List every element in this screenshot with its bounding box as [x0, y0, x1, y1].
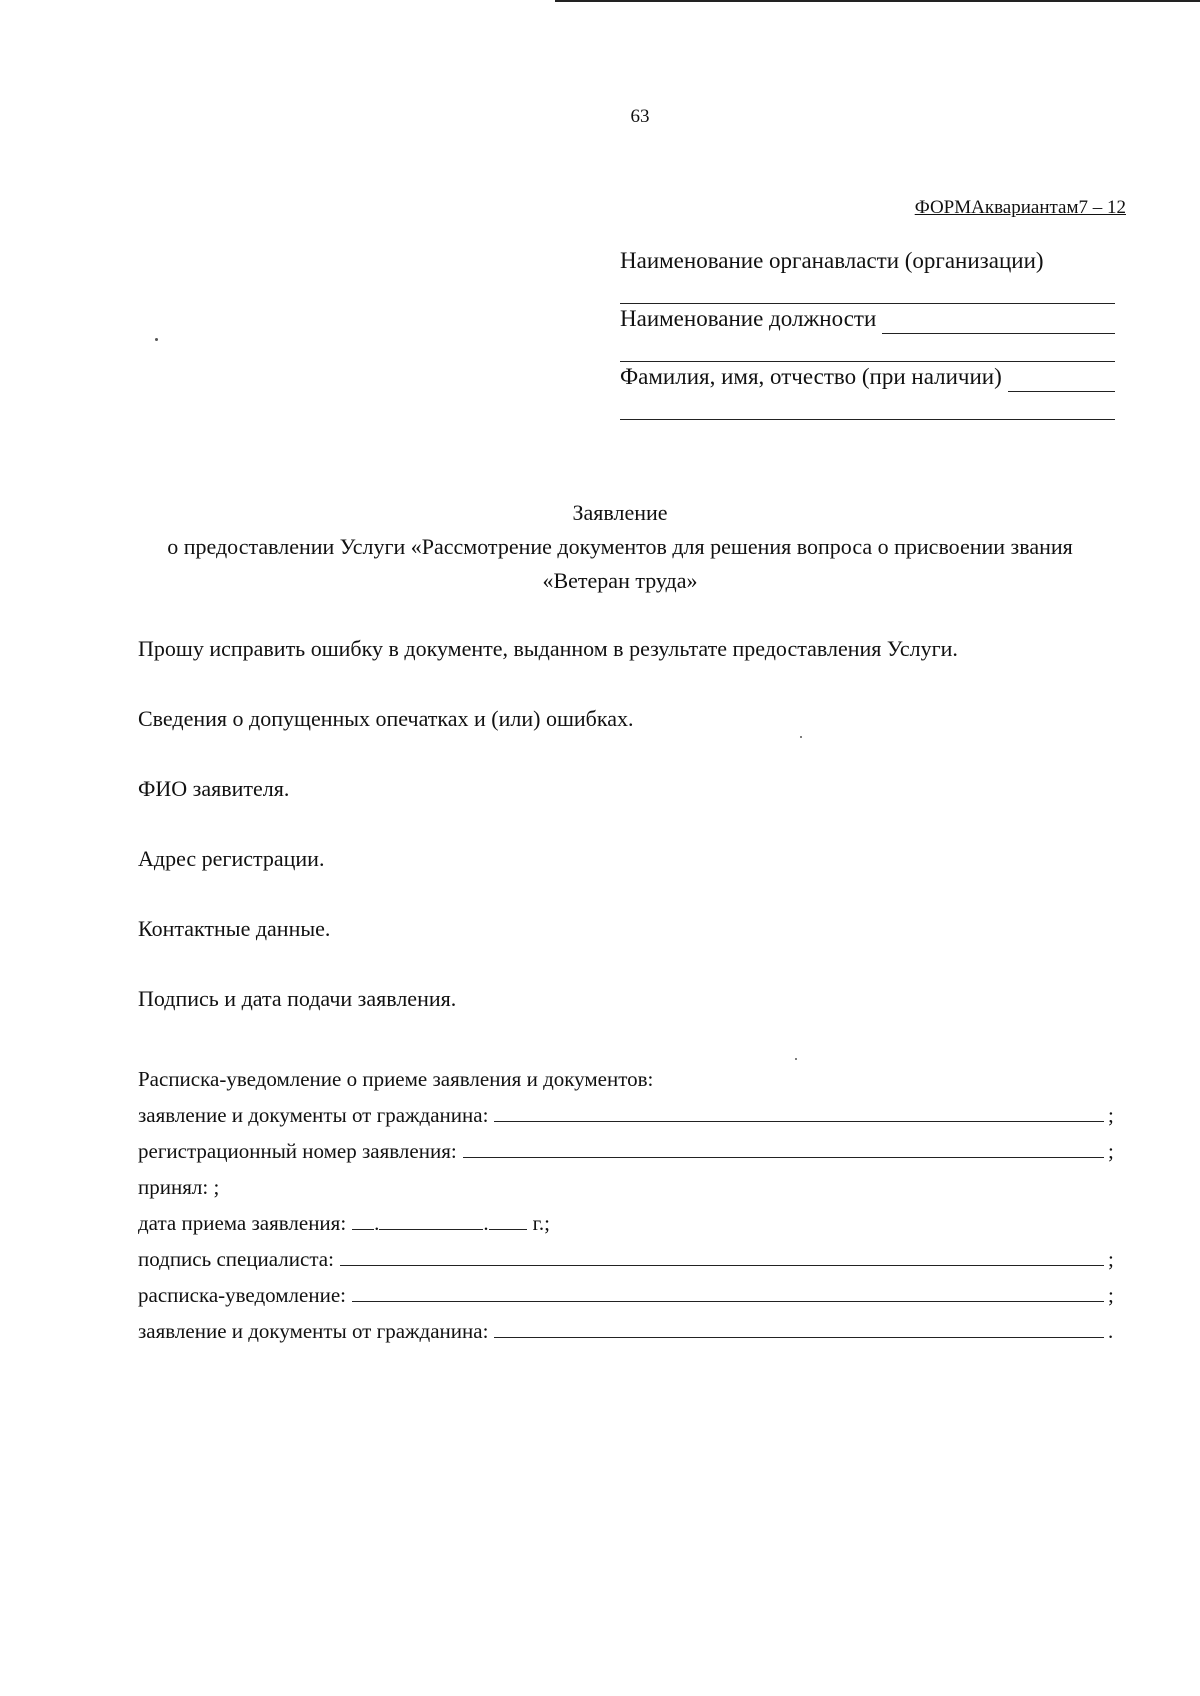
addressee-block — [620, 248, 1115, 422]
receipt-docs-row-2 — [138, 1308, 1118, 1344]
addressee-position-underline[interactable] — [620, 361, 1115, 362]
receipt-regnum-label: регистрационный номер заявления: — [138, 1139, 457, 1163]
receipt-specialist-row — [138, 1236, 1118, 1272]
errors-paragraph: Сведения о допущенных опечатках и (или) ошибках. — [138, 706, 634, 731]
receipt-specialist-field[interactable] — [340, 1265, 1104, 1266]
receipt-docs-end: ; — [1108, 1103, 1114, 1127]
addressee-name-field[interactable] — [1008, 391, 1115, 392]
receipt-heading-row — [138, 1056, 1118, 1092]
top-edge-rule — [555, 0, 1200, 2]
receipt-specialist-end: ; — [1108, 1247, 1114, 1271]
title-line-2: «Ветеран труда» — [542, 568, 698, 593]
receipt-docs-label: заявление и документы от гражданина: — [138, 1103, 489, 1127]
receipt-accepted-label: принял: ; — [138, 1175, 220, 1199]
receipt-notice-end: ; — [1108, 1283, 1114, 1307]
page-number: 63 — [630, 106, 650, 127]
addressee-org-line — [620, 248, 1115, 306]
application-title — [120, 496, 1120, 598]
addressee-position-field[interactable] — [882, 333, 1115, 334]
receipt-regnum-row — [138, 1128, 1118, 1164]
receipt-regnum-end: ; — [1108, 1139, 1114, 1163]
addressee-name-line — [620, 364, 1115, 422]
addressee-position-label: Наименование должности — [620, 306, 877, 331]
receipt-date-suffix: г.; — [532, 1211, 551, 1235]
addressee-org-label: Наименование органавласти (организации) — [620, 248, 1044, 273]
contacts-paragraph: Контактные данные. — [138, 916, 331, 941]
receipt-docs-row — [138, 1092, 1118, 1128]
addressee-name-underline[interactable] — [620, 419, 1115, 420]
title-heading: Заявление — [572, 500, 668, 525]
receipt-notice-label: расписка-уведомление: — [138, 1283, 346, 1307]
receipt-heading: Расписка-уведомление о приеме заявления и документов: — [138, 1067, 654, 1091]
receipt-date-label: дата приема заявления: — [138, 1211, 347, 1235]
addressee-name-label: Фамилия, имя, отчество (при наличии) — [620, 364, 1002, 389]
receipt-section — [138, 1056, 1118, 1344]
receipt-notice-field[interactable] — [352, 1301, 1104, 1302]
receipt-regnum-field[interactable] — [463, 1157, 1104, 1158]
receipt-docs-end-2: . — [1108, 1319, 1114, 1343]
receipt-notice-row — [138, 1272, 1118, 1308]
receipt-accepted-row — [138, 1164, 1118, 1200]
receipt-date-month-field[interactable] — [379, 1229, 483, 1230]
receipt-date-year-field[interactable] — [489, 1229, 527, 1230]
receipt-date-row — [138, 1200, 1118, 1236]
receipt-date-day-field[interactable] — [352, 1229, 374, 1230]
scan-speck — [800, 736, 802, 738]
receipt-specialist-label: подпись специалиста: — [138, 1247, 334, 1271]
receipt-docs-label-2: заявление и документы от гражданина: — [138, 1319, 489, 1343]
applicant-name-paragraph: ФИО заявителя. — [138, 776, 290, 801]
signature-paragraph: Подпись и дата подачи заявления. — [138, 986, 457, 1011]
receipt-date-dot-1: . — [374, 1211, 380, 1235]
addressee-org-underline[interactable] — [620, 303, 1115, 304]
receipt-date-dot-2: . — [483, 1211, 489, 1235]
receipt-docs-field[interactable] — [494, 1121, 1104, 1122]
scan-speck — [155, 338, 158, 341]
scan-speck — [795, 1058, 797, 1060]
address-paragraph: Адрес регистрации. — [138, 846, 325, 871]
title-line-1: о предоставлении Услуги «Рассмотрение документов для решения вопроса о присвоении звания — [167, 534, 1073, 559]
addressee-position-line — [620, 306, 1115, 364]
form-variant-tag: ФОРМАквариантам7 – 12 — [914, 197, 1126, 218]
request-paragraph: Прошу исправить ошибку в документе, выданном в результате предоставления Услуги. — [138, 636, 958, 661]
receipt-docs-field-2[interactable] — [494, 1337, 1104, 1338]
